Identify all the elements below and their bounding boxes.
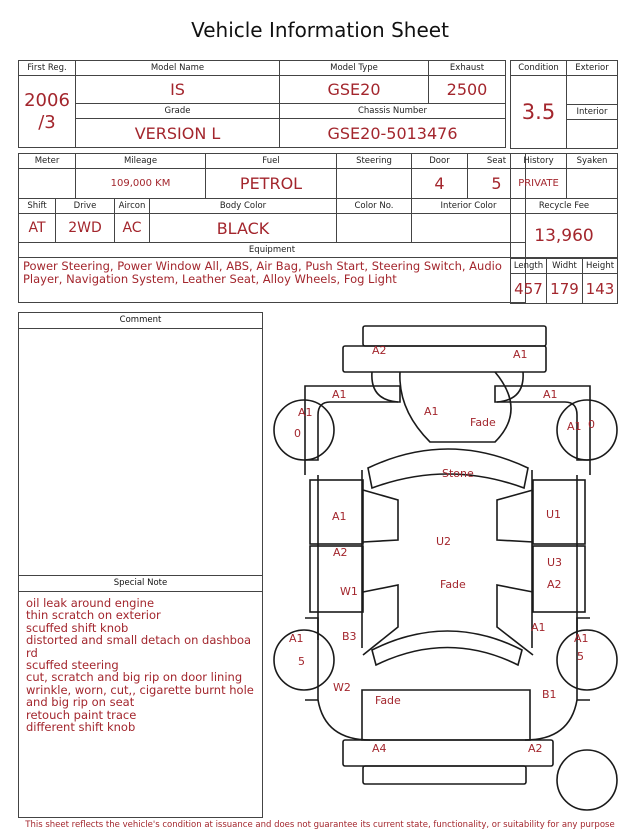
- damage-marks: [289, 344, 595, 755]
- mark-wheel-fr-code: A1: [574, 632, 589, 645]
- mark-hood-fade: Fade: [440, 578, 466, 591]
- fuel-value: PETROL: [206, 169, 337, 199]
- recycle-fee-label: Recycle Fee: [511, 199, 618, 214]
- mark-wheel-rl-code: A1: [298, 406, 313, 419]
- mark-front-bumper-left: A4: [372, 742, 387, 755]
- grade-label: Grade: [76, 104, 280, 119]
- shift-label: Shift: [19, 199, 56, 214]
- special-note-item: thin scratch on exterior: [26, 608, 161, 623]
- grade-value: VERSION L: [76, 119, 280, 148]
- dimensions-table: [510, 258, 618, 304]
- drive-label: Drive: [56, 199, 115, 214]
- mark-door-right-u3: U3: [547, 556, 563, 569]
- history-label: History: [511, 154, 567, 169]
- page-title: Vehicle Information Sheet: [191, 18, 449, 42]
- mark-cabin-center: U2: [436, 535, 452, 548]
- equipment-value: Power Steering, Power Window All, ABS, Air Bag, Push Start, Steering Switch, Audio Player, Navigation System, Leather Seat, Alloy Wheels, Fog Light: [19, 258, 526, 303]
- height-value: 143: [583, 274, 618, 304]
- comment-header: Comment: [19, 313, 262, 329]
- meter-label: Meter: [19, 154, 76, 169]
- notes-panel: [18, 312, 263, 818]
- history-value: PRIVATE: [511, 169, 567, 199]
- special-note-item: scuffed shift knob: [26, 620, 129, 635]
- condition-label: Condition: [511, 61, 567, 76]
- special-note-item: cut, scratch and big rip on door lining: [26, 670, 243, 685]
- length-label: Length: [511, 259, 547, 274]
- disclaimer-footer: This sheet reflects the vehicle's condition at issuance and does not guarantee its current state, functionality, or suitability for any purpose: [25, 820, 615, 830]
- chassis-number-label: Chassis Number: [280, 104, 506, 119]
- recycle-fee-value: 13,960: [511, 214, 618, 258]
- mark-front-door-right: A2: [547, 578, 562, 591]
- width-label: Widht: [547, 259, 583, 274]
- seat-label: Seat: [468, 154, 526, 169]
- mark-roof: Stone: [442, 467, 474, 480]
- car-outline: [274, 326, 617, 810]
- fuel-label: Fuel: [206, 154, 337, 169]
- shift-value: AT: [19, 214, 56, 243]
- mark-rear-bumper-right: A1: [513, 348, 528, 361]
- special-note-item: wrinkle, worn, cut,, cigarette burnt hole and big rip on seat: [26, 682, 254, 710]
- special-note-item: distorted and small detach on dashboard: [26, 633, 252, 660]
- mark-rear-quarter-left: A1: [332, 388, 347, 401]
- mark-wheel-fl-value: 5: [298, 655, 305, 668]
- special-note-header: Special Note: [19, 575, 262, 592]
- syaken-value: [567, 169, 618, 199]
- aircon-label: Aircon: [115, 199, 150, 214]
- interior-color-label: Interior Color: [412, 199, 526, 214]
- model-type-label: Model Type: [280, 61, 429, 76]
- body-color-label: Body Color: [150, 199, 337, 214]
- special-note-item: oil leak around engine: [26, 596, 155, 610]
- condition-value: 3.5: [511, 76, 567, 149]
- special-note-item: scuffed steering: [26, 658, 119, 673]
- equipment-label: Equipment: [19, 243, 526, 258]
- mark-rear-door-left: A1: [332, 510, 347, 523]
- car-diagram: [268, 320, 628, 818]
- exhaust-label: Exhaust: [429, 61, 506, 76]
- exterior-label: Exterior: [567, 61, 618, 76]
- color-no-label: Color No.: [337, 199, 412, 214]
- mark-fender-left: B3: [342, 630, 357, 643]
- comment-body: [19, 329, 262, 575]
- length-value: 457: [511, 274, 547, 304]
- chassis-number-value: GSE20-5013476: [280, 119, 506, 148]
- color-no-value: [337, 214, 412, 243]
- first-reg-label: First Reg.: [19, 61, 76, 76]
- mileage-value: 109,000 KM: [76, 169, 206, 199]
- special-note-item: different shift knob: [26, 720, 136, 735]
- mark-wheel-rr-value: 0: [588, 418, 595, 431]
- mark-wheel-rl-value: 0: [294, 427, 301, 440]
- mark-sill-left: W1: [340, 585, 358, 598]
- meter-value: [19, 169, 76, 199]
- mark-trunk: A1: [424, 405, 439, 418]
- exterior-value: [567, 76, 618, 105]
- first-reg-value: 2006 /3: [19, 76, 76, 148]
- special-note-item: retouch paint trace: [26, 707, 137, 722]
- mark-rear-bumper-left: A2: [372, 344, 387, 357]
- condition-table: [510, 60, 618, 149]
- door-value: 4: [412, 169, 468, 199]
- height-label: Height: [583, 259, 618, 274]
- model-type-value: GSE20: [280, 76, 429, 104]
- mark-front-left-corner: W2: [333, 681, 351, 694]
- special-note-list: [19, 592, 254, 733]
- history-table: [510, 153, 618, 258]
- model-name-label: Model Name: [76, 61, 280, 76]
- mark-trunk-fade: Fade: [470, 416, 496, 429]
- interior-label: Interior: [567, 105, 618, 120]
- body-color-value: BLACK: [150, 214, 337, 243]
- syaken-label: Syaken: [567, 154, 618, 169]
- vehicle-info-table: [18, 60, 506, 148]
- mileage-label: Mileage: [76, 154, 206, 169]
- width-value: 179: [547, 274, 583, 304]
- mark-front-fade: Fade: [375, 694, 401, 707]
- aircon-value: AC: [115, 214, 150, 243]
- seat-value: 5: [468, 169, 526, 199]
- mark-fender-right: A1: [531, 621, 546, 634]
- mark-wheel-rr-code: A1: [567, 420, 582, 433]
- drive-value: 2WD: [56, 214, 115, 243]
- mark-wheel-fl-code: A1: [289, 632, 304, 645]
- mark-front-bumper-right: A2: [528, 742, 543, 755]
- mark-front-right-corner: B1: [542, 688, 557, 701]
- mark-wheel-fr-value: 5: [577, 650, 584, 663]
- door-label: Door: [412, 154, 468, 169]
- mark-rear-quarter-right: A1: [543, 388, 558, 401]
- steering-value: [337, 169, 412, 199]
- interior-value: [567, 120, 618, 149]
- steering-label: Steering: [337, 154, 412, 169]
- mark-front-door-left: A2: [333, 546, 348, 559]
- vehicle-spec-table: [18, 153, 526, 303]
- model-name-value: IS: [76, 76, 280, 104]
- interior-color-value: [412, 214, 526, 243]
- mark-rear-door-right: U1: [546, 508, 562, 521]
- exhaust-value: 2500: [429, 76, 506, 104]
